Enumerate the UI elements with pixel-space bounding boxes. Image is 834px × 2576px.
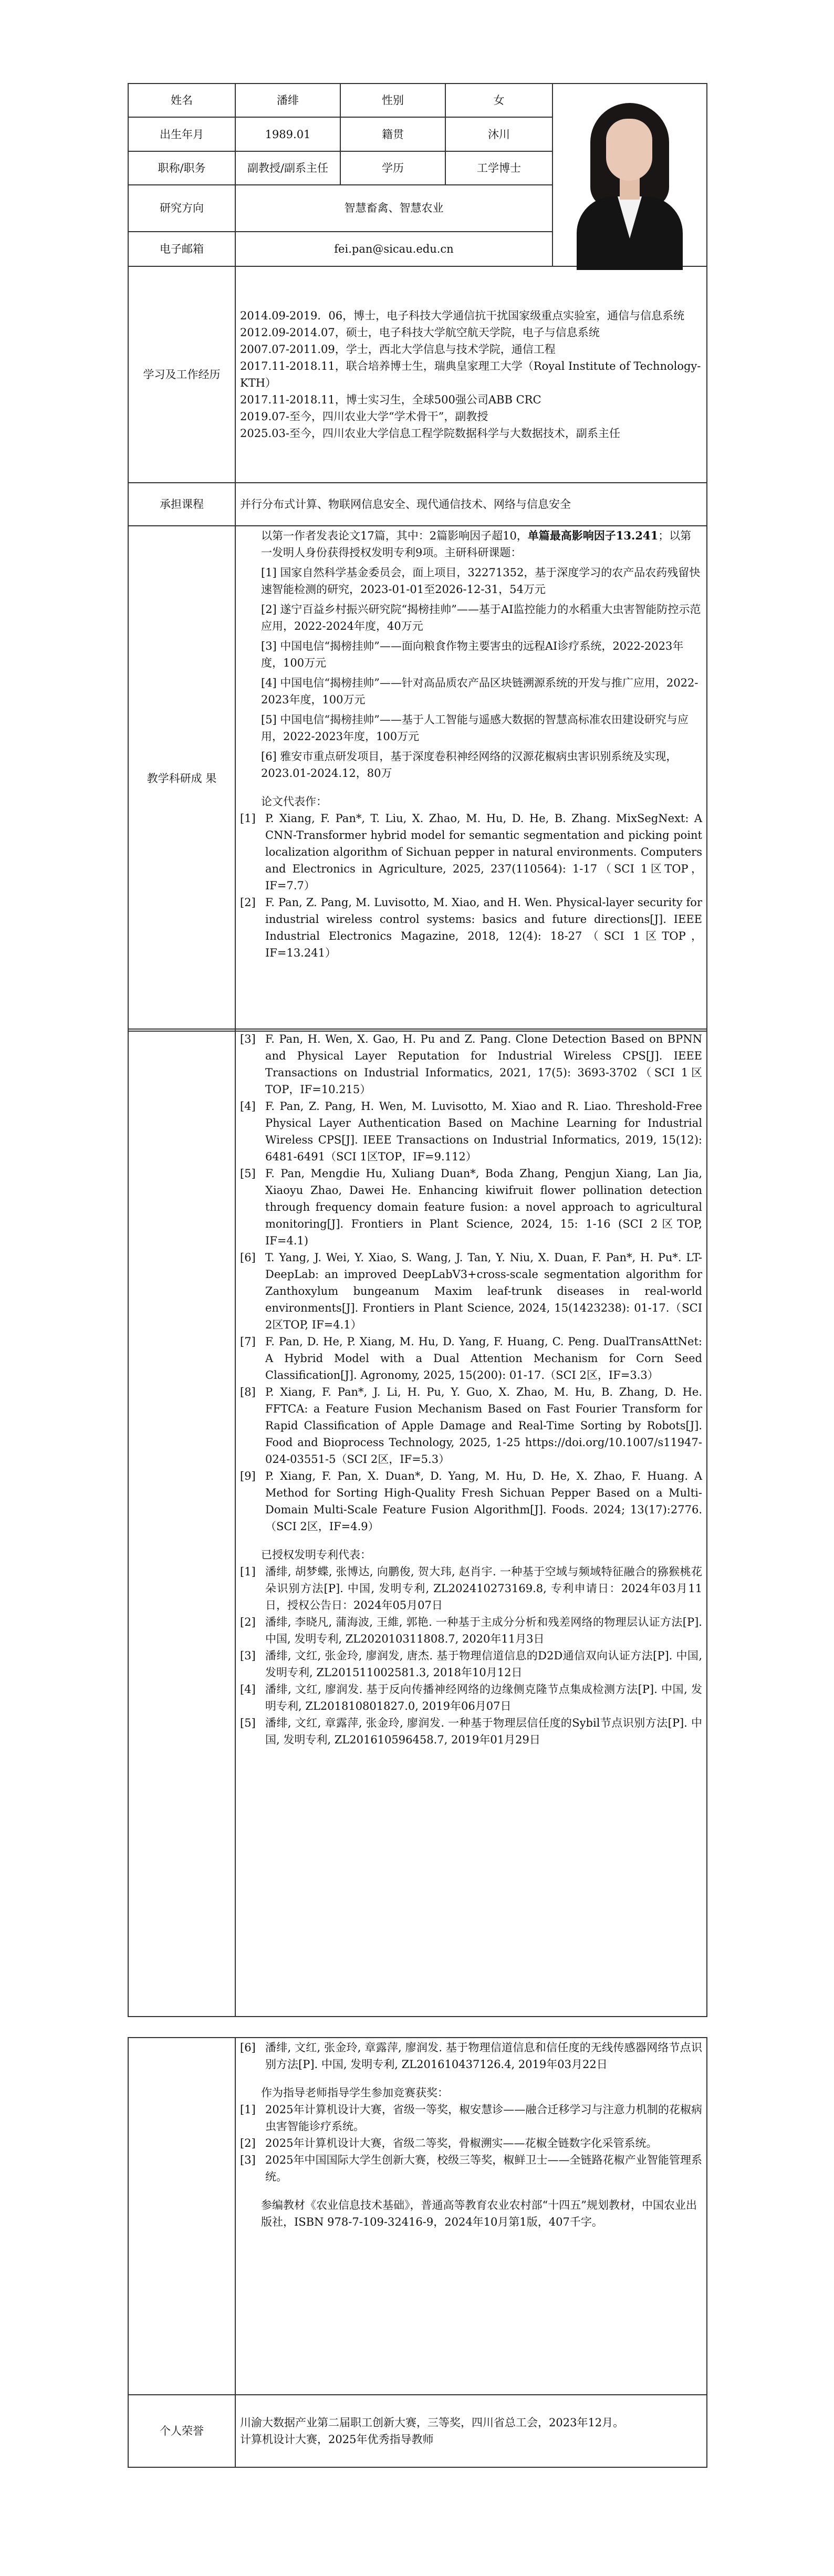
competition-item: [2] 2025年计算机设计大赛，省级二等奖，骨椒溯实——花椒全链数字化采管系统。 xyxy=(240,2137,658,2149)
portrait-photo xyxy=(561,84,699,266)
paper-list xyxy=(240,810,702,959)
paper-item: [5] F. Pan, Mengdie Hu, Xuliang Duan*, Boda Zhang, Pengjun Xiang, Lan Jia, Xiaoyu Zhao, Dawei He. Enhancing kiwifruit flower pollination detection through frequency domain feature fusion: a novel approach to agricultural monitoring[J]. Frontiers in Plant Science, 2024, 15: 1-16 (SCI 2区TOP, IF=4.1) xyxy=(240,1167,702,1247)
patent-item: [6] 潘绯, 文红, 张金玲, 章露萍, 廖润发. 基于物理信道信息和信任度的无线传感器网络节点识别方法[P]. 中国, 发明专利, ZL201610437126.4, 2019年03月22日 xyxy=(240,2041,702,2071)
achievements-part2 xyxy=(235,1029,707,2017)
competition-list xyxy=(240,2101,702,2185)
education-item: 2019.07-至今，四川农业大学“学术骨干”，副教授 xyxy=(240,410,488,423)
competitions-title: 作为指导老师指导学生参加竞赛获奖： xyxy=(261,2086,449,2099)
achievements-label-continued-2 xyxy=(128,2038,235,2395)
education-item: 2017.11-2018.11，博士实习生，全球500强公司ABB CRC xyxy=(240,393,541,406)
achievements-label: 教学科研成 果 xyxy=(128,526,235,1031)
education-item: 2014.09-2019．06，博士，电子科技大学通信抗干扰国家级重点实验室，通信与信息系统 xyxy=(240,309,685,322)
research-value: 智慧畜禽、智慧农业 xyxy=(235,185,552,232)
honor-item: 川渝大数据产业第二届职工创新大赛，三等奖，四川省总工会，2023年12月。 xyxy=(240,2416,624,2429)
degree-value: 工学博士 xyxy=(445,151,552,185)
paper-item: [3] F. Pan, H. Wen, X. Gao, H. Pu and Z. Pang. Clone Detection Based on BPNN and Physical Layer Reputation for Industrial Wireless CPS[J]. IEEE Transactions on Industrial Informatics, 2021, 17(5): 3693-3702（SCI 1区TOP，IF=10.215） xyxy=(240,1033,702,1096)
paper-item: [6] T. Yang, J. Wei, Y. Xiao, S. Wang, J. Tan, Y. Niu, X. Duan, F. Pan*, H. Pu*. LT-DeepLab: an improved DeepLabV3+cross-scale segmentation algorithm for Zanthoxylum bungeanum Maxim leaf-trunk diseases in real-world environments[J]. Frontiers in Plant Science, 2024, 15(1423238): 01-17.（SCI 2区TOP, IF=4.1） xyxy=(240,1251,702,1331)
patent-list-continued xyxy=(240,2039,702,2073)
name-label: 姓名 xyxy=(128,84,235,117)
education-item: 2017.11-2018.11，联合培养博士生，瑞典皇家理工大学（Royal Institute of Technology-KTH） xyxy=(240,360,701,389)
courses-label: 承担课程 xyxy=(128,483,235,526)
degree-label: 学历 xyxy=(340,151,445,185)
birth-value: 1989.01 xyxy=(235,117,340,151)
competition-item: [3] 2025年中国国际大学生创新大赛，校级三等奖，椒鲜卫士——全链路花椒产业智能管理系统。 xyxy=(240,2154,702,2183)
achievements-intro: 以第一作者发表论文17篇，其中：2篇影响因子超10，单篇最高影响因子13.241；以第一发明人身份获得授权发明专利9项。主研科研课题： xyxy=(261,529,692,559)
paper-item: [1] P. Xiang, F. Pan*, T. Liu, X. Zhao, M. Hu, D. He, B. Zhang. MixSegNext: A CNN-Transformer hybrid model for semantic segmentation and picking point localization algorithm of Sichuan pepper in natural environments. Computers and Electronics in Agriculture, 2025, 237(110564): 1-17（SCI 1区TOP，IF=7.7） xyxy=(240,812,702,892)
title-value: 副教授/副系主任 xyxy=(235,151,340,185)
photo-cell xyxy=(552,84,707,266)
project-item: [4] 中国电信“揭榜挂帅”——针对高品质农产品区块链溯源系统的开发与推广应用，2022-2023年度，100万元 xyxy=(261,677,699,706)
patent-item: [5] 潘绯, 文红, 章露萍, 张金玲, 廖润发. 一种基于物理层信任度的Sybil节点识别方法[P]. 中国, 发明专利, ZL201610596458.7, 2019年01月29日 xyxy=(240,1717,702,1746)
patents-title: 已授权发明专利代表： xyxy=(261,1549,371,1561)
achievements-part3 xyxy=(235,2038,707,2395)
textbook: 参编教材《农业信息技术基础》，普通高等教育农业农村部“十四五”规划教材，中国农业出版社，ISBN 978-7-109-32416-9，2024年10月第1版，407千字。 xyxy=(261,2199,697,2228)
project-item: [6] 雅安市重点研发项目，基于深度卷积神经网络的汉源花椒病虫害识别系统及实现，2023.01-2024.12，80万 xyxy=(261,750,677,780)
paper-list-continued xyxy=(240,1031,702,1535)
title-label: 职称/职务 xyxy=(128,151,235,185)
honors-label: 个人荣誉 xyxy=(128,2395,235,2467)
patent-item: [4] 潘绯, 文红, 廖润发. 基于反向传播神经网络的边缘侧克隆节点集成检测方法[P]. 中国, 发明专利, ZL201810801827.0, 2019年06月07日 xyxy=(240,1683,702,1712)
courses-value: 并行分布式计算、物联网信息安全、现代通信技术、网络与信息安全 xyxy=(235,483,707,526)
cv-table-part1 xyxy=(128,83,707,1032)
patent-item: [1] 潘绯, 胡梦蝶, 张博达, 向鹏俊, 贺大玮, 赵肖宇. 一种基于空域与频域特征融合的猕猴桃花朵识别方法[P]. 中国, 发明专利, ZL202410273169.8, 专利申请日：2024年03月11日，授权公告日：2024年05月07日 xyxy=(240,1565,702,1612)
patent-item: [3] 潘绯, 文红, 张金玲, 廖润发, 唐杰. 基于物理信道信息的D2D通信双向认证方法[P]. 中国, 发明专利, ZL201511002581.3, 2018年10月12日 xyxy=(240,1649,702,1679)
honor-item: 计算机设计大赛，2025年优秀指导教师 xyxy=(240,2433,434,2446)
achievements-part1 xyxy=(235,526,707,1031)
origin-label: 籍贯 xyxy=(340,117,445,151)
project-item: [2] 遂宁百益乡村振兴研究院“揭榜挂帅”——基于AI监控能力的水稻重大虫害智能防控示范应用，2022-2024年度，40万元 xyxy=(261,603,701,632)
paper-item: [2] F. Pan, Z. Pang, M. Luvisotto, M. Xiao, and H. Wen. Physical-layer security for industrial wireless control systems: basics and future directions[J]. IEEE Industrial Electronics Magazine, 2018, 12(4): 18-27（SCI 1区TOP，IF=13.241） xyxy=(240,896,702,959)
education-item: 2012.09-2014.07，硕士，电子科技大学航空航天学院，电子与信息系统 xyxy=(240,326,600,339)
education-label: 学习及工作经历 xyxy=(128,266,235,483)
paper-item: [8] P. Xiang, F. Pan*, J. Li, H. Pu, Y. Guo, X. Zhao, M. Hu, B. Zhang, D. He. FFTCA: a Feature Fusion Mechanism Based on Fast Fourier Transform for Rapid Classification of Apple Damage and Real-Time Sorting by Robots[J]. Food and Bioprocess Technology, 2025, 1-25 https://doi.org/10.1007/s11947-024-03551-5（SCI 2区，IF=5.3） xyxy=(240,1386,702,1466)
email-label: 电子邮箱 xyxy=(128,232,235,266)
project-item: [3] 中国电信“揭榜挂帅”——面向粮食作物主要害虫的远程AI诊疗系统，2022-2023年度，100万元 xyxy=(261,640,684,669)
education-item: 2007.07-2011.09，学士，西北大学信息与技术学院，通信工程 xyxy=(240,343,556,356)
paper-item: [7] F. Pan, D. He, P. Xiang, M. Hu, D. Yang, F. Huang, C. Peng. DualTransAttNet: A Hybrid Model with a Dual Attention Mechanism for Corn Seed Classification[J]. Agronomy, 2025, 15(200): 01-17.（SCI 2区，IF=3.3） xyxy=(240,1335,702,1382)
honors-list xyxy=(235,2395,707,2467)
education-item: 2025.03-至今，四川农业大学信息工程学院数据科学与大数据技术，副系主任 xyxy=(240,427,620,440)
cv-table-part3 xyxy=(128,2037,707,2468)
papers-title: 论文代表作： xyxy=(261,795,327,808)
competition-item: [1] 2025年计算机设计大赛，省级一等奖，椒安慧诊——融合迁移学习与注意力机制的花椒病虫害智能诊疗系统。 xyxy=(240,2103,702,2133)
birth-label: 出生年月 xyxy=(128,117,235,151)
achievements-label-continued xyxy=(128,1029,235,2017)
origin-value: 沐川 xyxy=(445,117,552,151)
research-label: 研究方向 xyxy=(128,185,235,232)
email-value: fei.pan@sicau.edu.cn xyxy=(235,232,552,266)
project-item: [5] 中国电信“揭榜挂帅”——基于人工智能与遥感大数据的智慧高标准农田建设研究与应用，2022-2023年度，100万元 xyxy=(261,713,689,743)
patent-item: [2] 潘绯, 李晓凡, 蒲海波, 王維, 郭艳. 一种基于主成分分析和残差网络的物理层认证方法[P]. 中国, 发明专利, ZL202010311808.7, 2020年11月3日 xyxy=(240,1616,702,1645)
education-list xyxy=(235,266,707,483)
name-value: 潘绯 xyxy=(235,84,340,117)
paper-item: [9] P. Xiang, F. Pan, X. Duan*, D. Yang, M. Hu, D. He, X. Zhao, F. Huang. A Method for Sorting High-Quality Fresh Sichuan Pepper Based on a Multi-Domain Multi-Scale Feature Fusion Algorithm[J]. Foods. 2024; 13(17):2776.（SCI 2区，IF=4.9） xyxy=(240,1470,702,1533)
gender-value: 女 xyxy=(445,84,552,117)
project-list xyxy=(240,564,702,782)
gender-label: 性别 xyxy=(340,84,445,117)
paper-item: [4] F. Pan, Z. Pang, H. Wen, M. Luvisotto, M. Xiao and R. Liao. Threshold-Free Physical Layer Authentication Based on Machine Learning for Industrial Wireless CPS[J]. IEEE Transactions on Industrial Informatics, 2019, 15(12): 6481-6491（SCI 1区TOP，IF=9.112） xyxy=(240,1100,702,1163)
project-item: [1] 国家自然科学基金委员会，面上项目，32271352，基于深度学习的农产品农药残留快速智能检测的研究，2023-01-01至2026-12-31，54万元 xyxy=(261,566,701,596)
patent-list xyxy=(240,1563,702,1748)
cv-table-part2 xyxy=(128,1029,707,2017)
